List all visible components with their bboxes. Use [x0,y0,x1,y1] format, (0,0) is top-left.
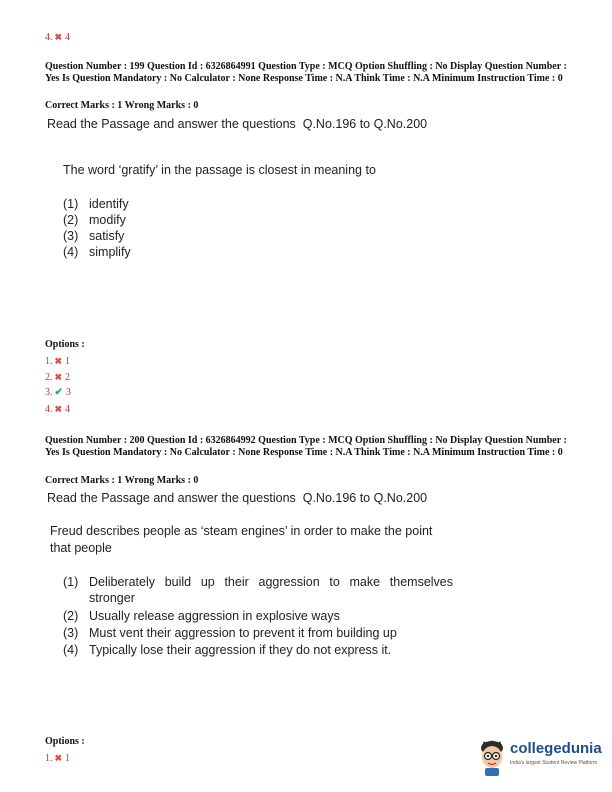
option-4 [45,402,71,416]
question-199-options [45,354,71,416]
choice-4 [63,642,453,658]
question-200-text-line1: Freud describes people as ‘steam engines’ in order to make the point [50,524,433,538]
check-icon: ✔ [54,387,63,398]
question-200-text [50,523,432,557]
question-199-marks: Correct Marks : 1 Wrong Marks : 0 [45,100,199,111]
option-4-prev [45,30,70,44]
option-number: 2. [45,372,53,383]
question-200-meta: Question Number : 200 Question Id : 6326864992 Question Type : MCQ Option Shuffling : No Display Question Number : Yes Is Question Mandatory : No Calculator : None Response Time : N.A Think Time : N.A Minimum Instruction Time : 0 [45,435,567,458]
option-value: 4 [65,404,71,415]
choice-3 [63,228,131,244]
logo-name: collegedunia [510,740,602,757]
choice-text: Deliberately build up their aggression to make themselves stronger [89,575,453,605]
choice-number: (3) [63,229,79,243]
question-199-options-label: Options : [45,339,85,350]
question-200-choices [63,574,453,658]
question-199-prompt: Read the Passage and answer the questions Q.No.196 to Q.No.200 [47,117,428,131]
choice-1 [63,196,131,212]
choice-text: Typically lose their aggression if they do not express it. [89,643,392,657]
question-200-options-label: Options : [45,736,85,747]
choice-number: (2) [63,213,79,227]
choice-text: simplify [89,245,131,259]
choice-number: (2) [63,609,79,623]
mascot-icon [476,738,508,776]
option-value: 1 [65,753,71,764]
question-200-options [45,751,70,765]
option-number: 1. [45,356,53,367]
cross-icon: ✖ [54,356,63,366]
question-199-text: The word ‘gratify’ in the passage is closest in meaning to [63,163,376,177]
choice-2 [63,608,453,624]
choice-text: identify [89,197,129,211]
cross-icon: ✖ [54,32,63,42]
choice-text: modify [89,213,126,227]
option-value: 2 [65,372,71,383]
choice-number: (1) [63,197,79,211]
choice-4 [63,244,131,260]
choice-2 [63,212,131,228]
cross-icon: ✖ [54,404,63,414]
question-200-prompt: Read the Passage and answer the questions Q.No.196 to Q.No.200 [47,491,428,505]
choice-number: (4) [63,245,79,259]
option-value: 1 [65,356,71,367]
option-value: 4 [65,32,71,43]
choice-number: (1) [63,575,79,589]
option-value: 3 [65,387,71,398]
option-number: 4. [45,32,53,43]
choice-number: (3) [63,626,79,640]
question-199-choices [63,196,131,260]
question-200-marks: Correct Marks : 1 Wrong Marks : 0 [45,475,199,486]
option-3 [45,386,71,400]
cross-icon: ✖ [54,372,63,382]
logo-tagline: India's largest Student Review Platform [510,760,598,766]
collegedunia-logo [476,738,606,778]
choice-text: satisfy [89,229,125,243]
choice-1 [63,574,453,606]
question-199-meta: Question Number : 199 Question Id : 6326864991 Question Type : MCQ Option Shuffling : No Display Question Number : Yes Is Question Mandatory : No Calculator : None Response Time : N.A Think Time : N.A Minimum Instruction Time : 0 [45,61,567,84]
choice-text: Usually release aggression in explosive ways [89,609,340,623]
option-1 [45,751,70,765]
choice-text: Must vent their aggression to prevent it from building up [89,626,397,640]
option-number: 1. [45,753,53,764]
choice-3 [63,625,453,641]
cross-icon: ✖ [54,753,63,763]
choice-number: (4) [63,643,79,657]
question-200-text-line2: that people [50,541,112,555]
option-2 [45,370,71,384]
option-1 [45,354,71,368]
option-number: 4. [45,404,53,415]
option-number: 3. [45,387,53,398]
